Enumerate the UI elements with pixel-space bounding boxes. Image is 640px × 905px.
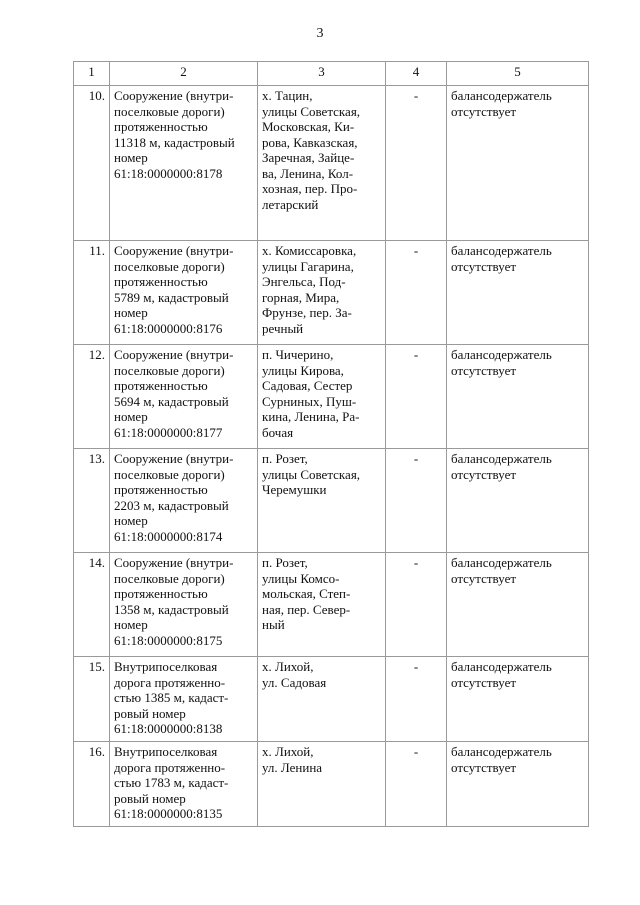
- object-address: х. Лихой, ул. Ленина: [258, 742, 386, 827]
- column-4-value: -: [386, 86, 447, 241]
- row-number: 14.: [74, 553, 110, 657]
- column-4-value: -: [386, 553, 447, 657]
- row-number: 11.: [74, 241, 110, 345]
- column-4-value: -: [386, 742, 447, 827]
- table-row: [74, 657, 589, 742]
- property-table: [73, 61, 589, 827]
- table-row: [74, 86, 589, 241]
- object-address: п. Чичерино, улицы Кирова, Садовая, Сестер Сурниных, Пуш- кина, Ленина, Ра- бочая: [258, 345, 386, 449]
- object-address: х. Тацин, улицы Советская, Московская, Ки- рова, Кавказская, Заречная, Зайце- ва, Ленина, Кол- хозная, пер. Про- летарский: [258, 86, 386, 241]
- column-4-value: -: [386, 241, 447, 345]
- row-number: 16.: [74, 742, 110, 827]
- object-description: Сооружение (внутри- поселковые дороги) протяженностью 1358 м, кадастровый номер 61:18:0000000:8175: [110, 553, 258, 657]
- column-header-3: 3: [258, 62, 386, 86]
- table-row: [74, 241, 589, 345]
- row-number: 12.: [74, 345, 110, 449]
- table-header-row: [74, 62, 589, 86]
- balance-holder: балансодержатель отсутствует: [447, 449, 589, 553]
- object-description: Внутрипоселковая дорога протяженно- стью 1385 м, кадаст- ровый номер 61:18:0000000:8138: [110, 657, 258, 742]
- balance-holder: балансодержатель отсутствует: [447, 742, 589, 827]
- balance-holder: балансодержатель отсутствует: [447, 553, 589, 657]
- table-row: [74, 553, 589, 657]
- object-address: п. Розет, улицы Комсо- мольская, Степ- ная, пер. Север- ный: [258, 553, 386, 657]
- column-header-5: 5: [447, 62, 589, 86]
- balance-holder: балансодержатель отсутствует: [447, 86, 589, 241]
- object-description: Сооружение (внутри- поселковые дороги) протяженностью 2203 м, кадастровый номер 61:18:0000000:8174: [110, 449, 258, 553]
- page-number: 3: [316, 26, 324, 41]
- object-address: п. Розет, улицы Советская, Черемушки: [258, 449, 386, 553]
- row-number: 15.: [74, 657, 110, 742]
- column-4-value: -: [386, 345, 447, 449]
- column-4-value: -: [386, 449, 447, 553]
- table-row: [74, 345, 589, 449]
- object-description: Сооружение (внутри- поселковые дороги) протяженностью 11318 м, кадастровый номер 61:18:0000000:8178: [110, 86, 258, 241]
- column-header-1: 1: [74, 62, 110, 86]
- balance-holder: балансодержатель отсутствует: [447, 345, 589, 449]
- object-address: х. Комиссаровка, улицы Гагарина, Энгельса, Под- горная, Мира, Фрунзе, пер. За- речный: [258, 241, 386, 345]
- object-description: Внутрипоселковая дорога протяженно- стью 1783 м, кадаст- ровый номер 61:18:0000000:8135: [110, 742, 258, 827]
- object-address: х. Лихой, ул. Садовая: [258, 657, 386, 742]
- object-description: Сооружение (внутри- поселковые дороги) протяженностью 5789 м, кадастровый номер 61:18:0000000:8176: [110, 241, 258, 345]
- balance-holder: балансодержатель отсутствует: [447, 657, 589, 742]
- column-header-4: 4: [386, 62, 447, 86]
- table-row: [74, 449, 589, 553]
- column-4-value: -: [386, 657, 447, 742]
- object-description: Сооружение (внутри- поселковые дороги) протяженностью 5694 м, кадастровый номер 61:18:0000000:8177: [110, 345, 258, 449]
- row-number: 10.: [74, 86, 110, 241]
- row-number: 13.: [74, 449, 110, 553]
- column-header-2: 2: [110, 62, 258, 86]
- balance-holder: балансодержатель отсутствует: [447, 241, 589, 345]
- table-row: [74, 742, 589, 827]
